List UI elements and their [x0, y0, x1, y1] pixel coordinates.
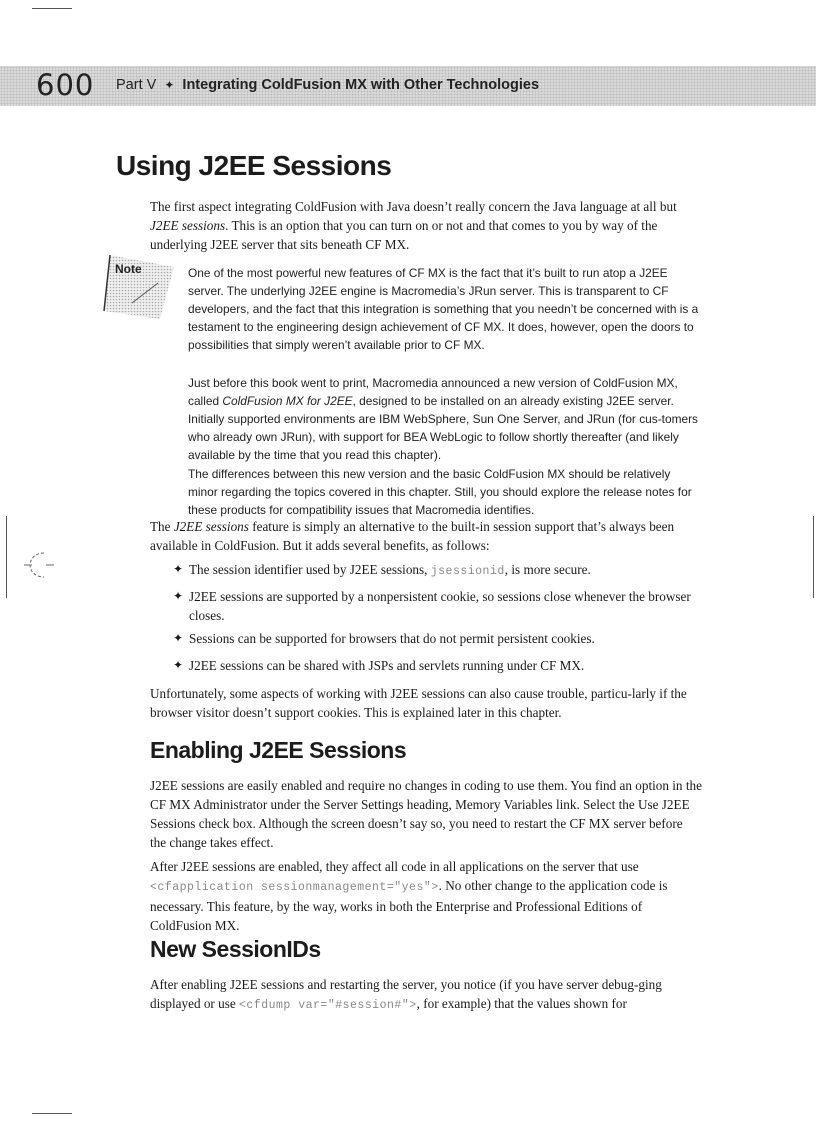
crop-mark-left-edge: [6, 516, 7, 598]
benefits-outro: Unfortunately, some aspects of working with J2EE sessions can also cause trouble, particu-larly if the browser visitor doesn’t support cookies. This is explained later in this chapter.: [150, 686, 687, 720]
bullet-diamond-icon: ✦: [173, 631, 184, 645]
enabling-paragraph-1: J2EE sessions are easily enabled and require no changes in coding to use them. You find an option in the CF MX Administrator under the Server Settings heading, Memory Variables link. Select the Use J2EE Sessions check box. Although the screen doesn’t say so, you need to restart the CF MX server before the change takes effect.: [150, 778, 702, 850]
sessionids-paragraph: After enabling J2EE sessions and restarting the server, you notice (if you have server debug-ging displayed or use <cfdump var="#session#">, for example) that the values shown for: [150, 977, 662, 1012]
crop-mark-right-edge: [813, 516, 814, 598]
bullet-diamond-icon: ✦: [173, 658, 184, 672]
enabling-paragraph-2: After J2EE sessions are enabled, they affect all code in all applications on the server that use <cfapplication sessionmanagement="yes">. No other change to the application code is necessary. This feature, by the way, works in both the Enterprise and Professional Editions of ColdFusion MX.: [150, 859, 668, 933]
intro-paragraph: The first aspect integrating ColdFusion with Java doesn’t really concern the Java language at all but J2EE sessions. This is an option that you can turn on or not and that comes to you by way of the underlying J2EE server that sits beneath CF MX.: [150, 199, 677, 252]
benefits-intro: The J2EE sessions feature is simply an alternative to the built-in session support that’s always been available in ColdFusion. But it adds several benefits, as follows:: [150, 519, 675, 553]
bullet-diamond-icon: ✦: [173, 562, 184, 576]
bullet-item: ✦ Sessions can be supported for browsers that do not permit persistent cookies.: [173, 631, 595, 646]
registration-mark-icon: [24, 548, 56, 582]
note-label: Note: [115, 262, 142, 276]
note-icon: [100, 253, 180, 323]
page-number: 600: [36, 68, 95, 102]
note-paragraph-3: The differences between this new version and the basic ColdFusion MX should be relatively minor regarding the topics covered in this chapter. Still, you should explore the release notes for these products for compatibility issues that Macromedia identifies.: [188, 467, 692, 517]
section-heading-enabling-j2ee-sessions: Enabling J2EE Sessions: [150, 737, 407, 763]
diamond-separator-icon: ✦: [164, 78, 175, 92]
crop-mark-top-left: [32, 8, 72, 9]
bullet-item: ✦ J2EE sessions can be shared with JSPs and servlets running under CF MX.: [173, 658, 585, 673]
running-head: [116, 77, 539, 93]
part-label: Part V: [116, 77, 157, 93]
section-heading-using-j2ee-sessions: Using J2EE Sessions: [116, 150, 392, 181]
part-title: Integrating ColdFusion MX with Other Technologies: [182, 77, 540, 93]
crop-mark-bottom-left: [32, 1113, 72, 1114]
bullet-item: ✦ The session identifier used by J2EE sessions, jsessionid, is more secure.: [173, 562, 591, 578]
bullet-diamond-icon: ✦: [173, 589, 184, 603]
section-heading-new-sessionids: New SessionIDs: [150, 936, 321, 962]
note-paragraph-1: One of the most powerful new features of CF MX is the fact that it’s built to run atop a J2EE server. The underlying J2EE engine is Macromedia’s JRun server. This is transparent to CF developers, and the fact that this integration is something that you needn’t be concerned with is a testament to the engineering design achievement of CF MX. It does, however, open the doors to possibilities that simply weren’t available prior to CF MX.: [188, 266, 699, 352]
note-paragraph-2: Just before this book went to print, Macromedia announced a new version of ColdFusion MX, called ColdFusion MX for J2EE, designed to be installed on an already existing J2EE server. Initially supported environments are IBM WebSphere, Sun One Server, and JRun (for cus-tomers who already own JRun), with support for BEA WebLogic to follow shortly thereafter (and likely available by the time that you read this chapter).: [188, 376, 698, 462]
bullet-item: ✦ J2EE sessions are supported by a nonpersistent cookie, so sessions close whenever the browser closes.: [173, 589, 691, 623]
